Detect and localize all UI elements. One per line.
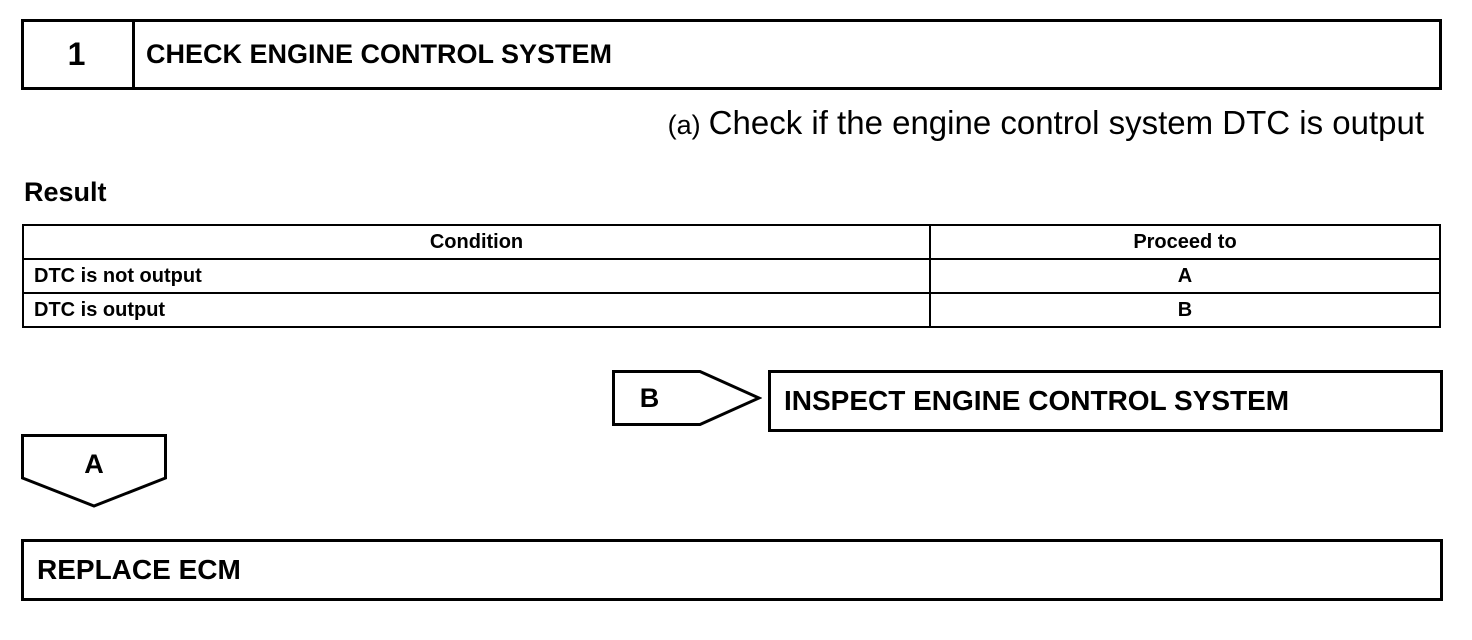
result-table	[22, 224, 1441, 328]
column-header-condition: Condition	[23, 225, 930, 259]
condition-cell: DTC is output	[23, 293, 930, 327]
step-title: CHECK ENGINE CONTROL SYSTEM	[146, 39, 613, 69]
column-header-proceed: Proceed to	[930, 225, 1440, 259]
table-row	[23, 293, 1440, 327]
step-number: 1	[21, 19, 135, 90]
branch-b-label: B	[639, 382, 660, 413]
inspect-engine-control-system-box: INSPECT ENGINE CONTROL SYSTEM	[768, 370, 1443, 432]
condition-cell: DTC is not output	[23, 259, 930, 293]
table-row	[23, 259, 1440, 293]
instruction-text: Check if the engine control system DTC is output	[708, 104, 1424, 141]
branch-a-label: A	[84, 448, 104, 479]
table-header-row	[23, 225, 1440, 259]
instruction	[668, 104, 1424, 142]
proceed-cell: B	[930, 293, 1440, 327]
replace-ecm-box: REPLACE ECM	[21, 539, 1443, 601]
proceed-cell: A	[930, 259, 1440, 293]
result-heading: Result	[24, 177, 107, 207]
instruction-marker: (a)	[667, 110, 701, 140]
